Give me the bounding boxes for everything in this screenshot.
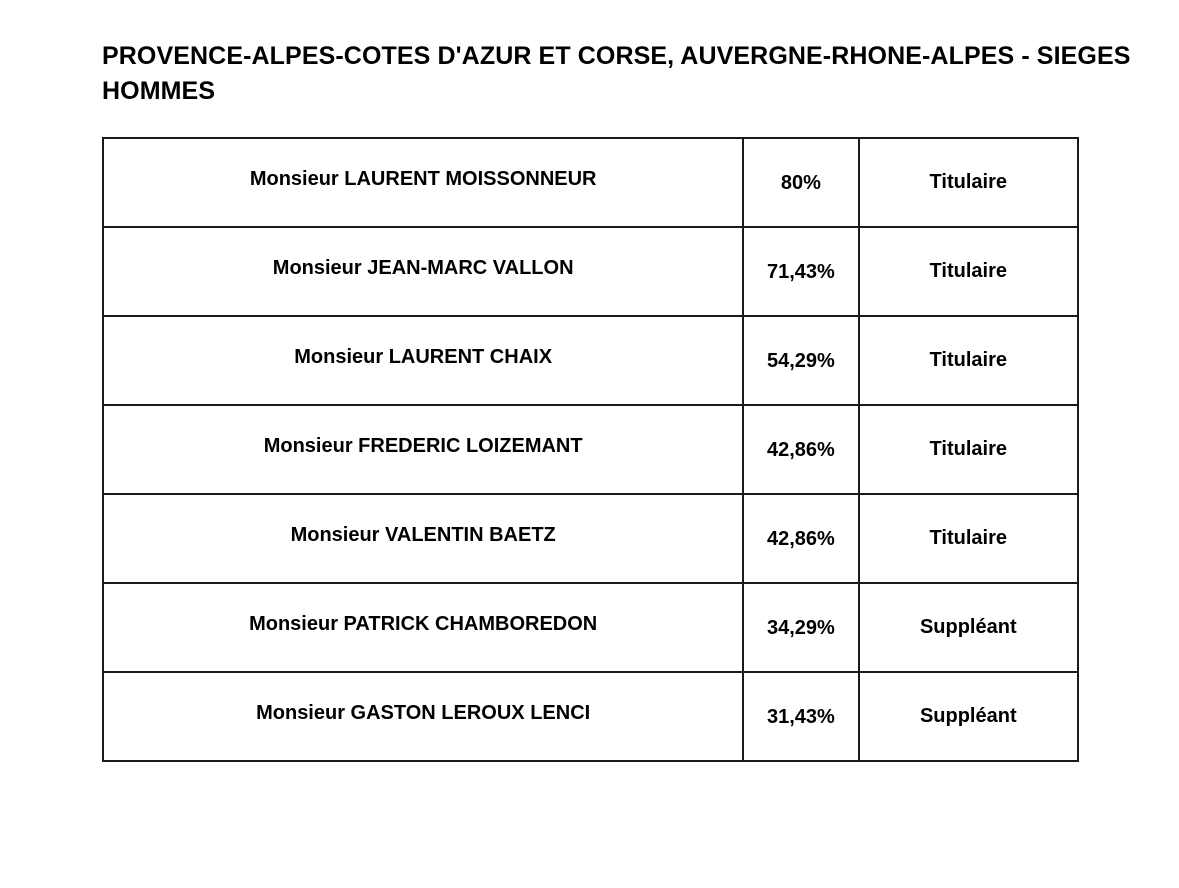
candidate-percentage: 71,43% [767, 261, 835, 283]
table-row [103, 672, 1078, 761]
candidate-percentage: 42,86% [767, 528, 835, 550]
candidate-name-cell [103, 316, 743, 405]
table-row [103, 583, 1078, 672]
results-table [102, 137, 1079, 762]
candidate-percentage: 31,43% [767, 706, 835, 728]
candidate-status: Suppléant [919, 705, 1017, 727]
percentage-cell [743, 227, 858, 316]
candidate-name-cell [103, 405, 743, 494]
status-cell [859, 138, 1078, 227]
table-row [103, 494, 1078, 583]
table-row [103, 405, 1078, 494]
status-cell [859, 405, 1078, 494]
table-row [103, 138, 1078, 227]
candidate-status: Titulaire [929, 438, 1007, 460]
status-cell [859, 494, 1078, 583]
candidate-status: Suppléant [919, 616, 1017, 638]
candidate-status: Titulaire [929, 527, 1007, 549]
candidate-percentage: 80% [780, 172, 821, 194]
candidate-name-cell [103, 672, 743, 761]
candidate-name-cell [103, 494, 743, 583]
percentage-cell [743, 583, 858, 672]
percentage-cell [743, 494, 858, 583]
candidate-status: Titulaire [929, 349, 1007, 371]
page-title: PROVENCE-ALPES-COTES D'AZUR ET CORSE, AUVERGNE-RHONE-ALPES - SIEGES HOMMES [102, 42, 1131, 105]
status-cell [859, 583, 1078, 672]
percentage-cell [743, 672, 858, 761]
percentage-cell [743, 138, 858, 227]
candidate-name: Monsieur VALENTIN BAETZ [290, 524, 556, 546]
table-row [103, 316, 1078, 405]
status-cell [859, 227, 1078, 316]
status-cell [859, 672, 1078, 761]
candidate-percentage: 42,86% [767, 439, 835, 461]
percentage-cell [743, 405, 858, 494]
candidate-name: Monsieur LAURENT CHAIX [294, 346, 553, 368]
candidate-name: Monsieur PATRICK CHAMBOREDON [249, 613, 598, 635]
status-cell [859, 316, 1078, 405]
candidate-status: Titulaire [929, 260, 1007, 282]
candidate-name: Monsieur LAURENT MOISSONNEUR [249, 168, 597, 190]
candidate-name-cell [103, 227, 743, 316]
candidate-name-cell [103, 138, 743, 227]
candidate-name: Monsieur JEAN-MARC VALLON [272, 257, 574, 279]
percentage-cell [743, 316, 858, 405]
candidate-percentage: 34,29% [767, 617, 835, 639]
candidate-status: Titulaire [929, 171, 1007, 193]
candidate-name-cell [103, 583, 743, 672]
candidate-percentage: 54,29% [767, 350, 835, 372]
candidate-name: Monsieur FREDERIC LOIZEMANT [263, 435, 583, 457]
table-row [103, 227, 1078, 316]
candidate-name: Monsieur GASTON LEROUX LENCI [256, 702, 591, 724]
